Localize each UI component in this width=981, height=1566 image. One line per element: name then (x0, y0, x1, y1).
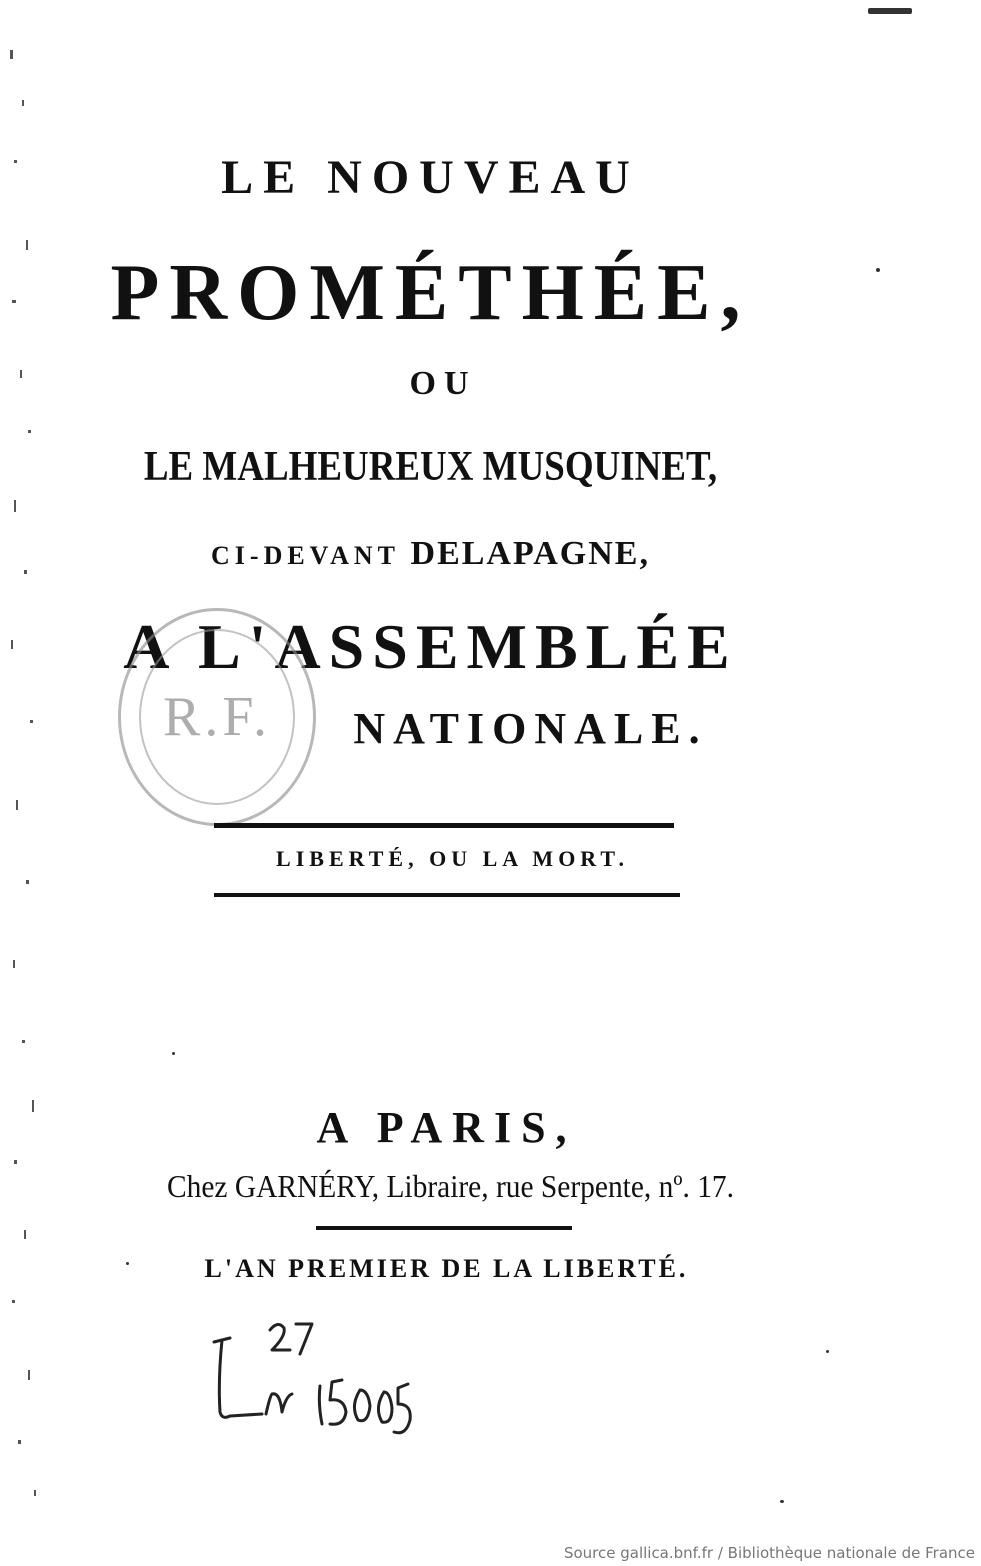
title-line-5-large: DELAPAGNE, (410, 535, 650, 572)
paper-speck (868, 8, 912, 14)
motto: LIBERTÉ, OU LA MORT. (276, 846, 629, 871)
handwritten-shelfmark (200, 1320, 420, 1460)
paper-speck (780, 1500, 784, 1503)
rule-bottom (214, 893, 680, 897)
paper-speck (126, 1262, 129, 1265)
title-line-7: NATIONALE. (353, 704, 708, 753)
imprint-date: L'AN PREMIER DE LA LIBERTÉ. (204, 1254, 689, 1283)
library-stamp-text: R.F. (162, 686, 271, 748)
paper-speck (876, 268, 880, 272)
paper-speck (172, 1052, 175, 1055)
imprint-place: A PARIS, (316, 1103, 577, 1152)
title-line-5-small: CI-DEVANT (211, 541, 401, 570)
title-line-1: LE NOUVEAU (221, 151, 640, 204)
paper-speck (826, 1350, 829, 1353)
rule-imprint (316, 1226, 572, 1230)
source-attribution: Source gallica.bnf.fr / Bibliothèque nationale de France (563, 1544, 975, 1562)
title-line-5 (0, 535, 921, 573)
imprint-publisher: Chez GARNÉRY, Libraire, rue Serpente, nº. 17. (166, 1168, 735, 1204)
rule-top (214, 823, 674, 828)
title-line-6: A L'ASSEMBLÉE (123, 611, 738, 682)
title-line-3: OU (409, 365, 477, 402)
title-line-4: LE MALHEUREUX MUSQUINET, (143, 444, 718, 490)
title-line-2: PROMÉTHÉE, (110, 249, 751, 337)
